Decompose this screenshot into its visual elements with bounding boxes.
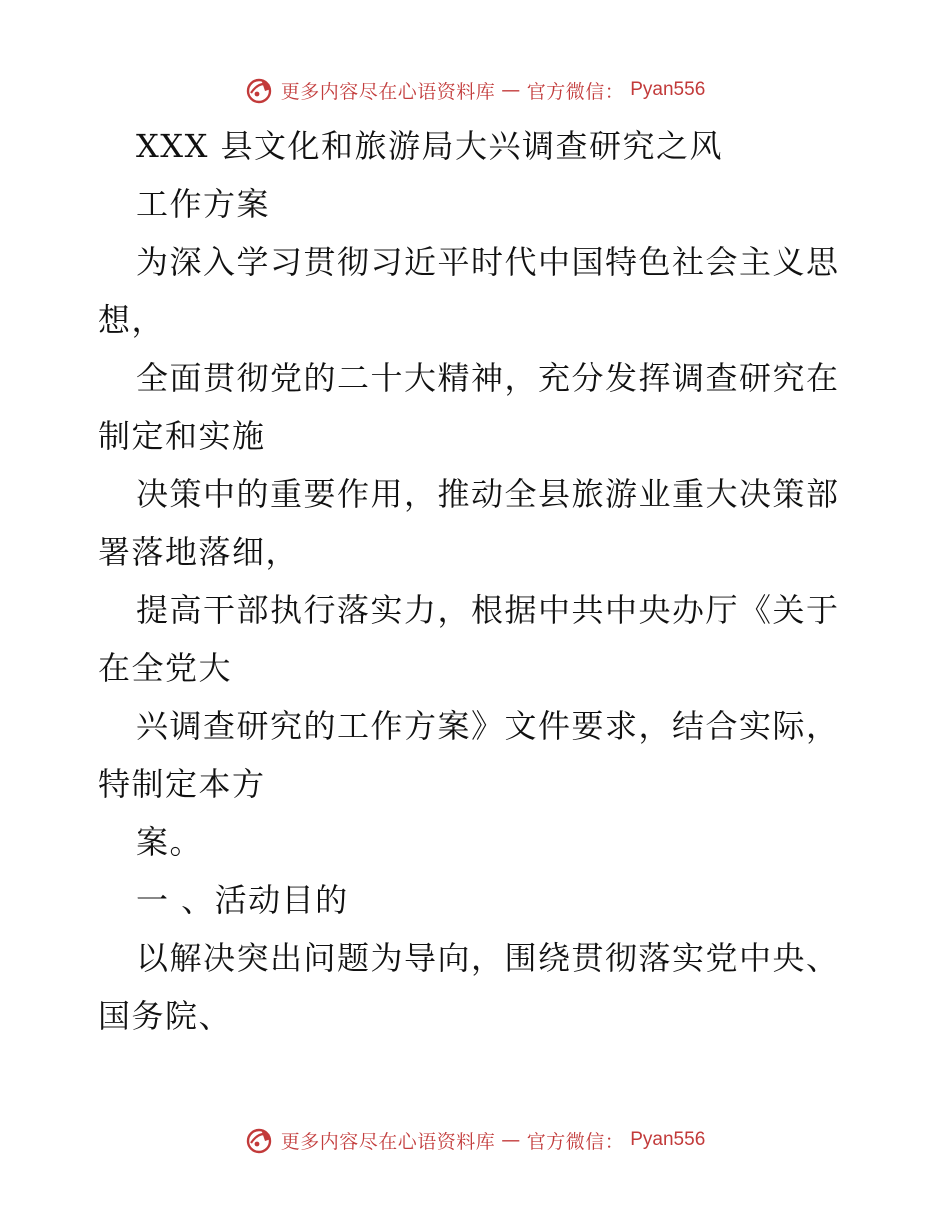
banner-wechat-id: Pyan556: [630, 79, 706, 100]
paragraph-line: 决策中的重要作用，推动全县旅游业重大决策部: [136, 475, 840, 513]
document-subtitle: 工作方案: [136, 185, 271, 223]
footer-banner: [0, 1120, 950, 1160]
logo-icon: [245, 1125, 275, 1155]
document-title: XXX 县文化和旅游局大兴调查研究之风: [136, 127, 724, 165]
banner-dash: —: [501, 79, 521, 101]
paragraph-line: 以解决突出问题为导向，围绕贯彻落实党中央、: [136, 939, 840, 977]
paragraph-line: 为深入学习贯彻习近平时代中国特色社会主义思: [136, 243, 840, 281]
footer-banner-inner: [245, 1125, 706, 1155]
logo-icon: [245, 75, 275, 105]
paragraph-line: 国务院、: [98, 997, 233, 1035]
paragraph-line: 特制定本方: [98, 765, 266, 803]
banner-wechat-id: Pyan556: [630, 1129, 706, 1150]
section-heading: 一 、活动目的: [136, 881, 349, 919]
paragraph-line: 想，: [98, 301, 166, 339]
header-banner-inner: [245, 75, 706, 105]
paragraph-line: 全面贯彻党的二十大精神，充分发挥调查研究在: [136, 359, 840, 397]
paragraph-line: 署落地落细，: [98, 533, 300, 571]
banner-label: 官方微信：: [526, 80, 625, 103]
banner-dash: —: [501, 1129, 521, 1151]
paragraph-line: 制定和实施: [98, 417, 266, 455]
banner-slogan: 更多内容尽在心语资料库: [280, 1130, 496, 1153]
paragraph-line: 兴调查研究的工作方案》文件要求，结合实际，: [136, 707, 840, 745]
banner-slogan: 更多内容尽在心语资料库: [280, 80, 496, 103]
paragraph-line: 案。: [136, 823, 204, 861]
banner-label: 官方微信：: [526, 1130, 625, 1153]
header-banner: [0, 70, 950, 110]
paragraph-line: 提高干部执行落实力，根据中共中央办厅《关于: [136, 591, 840, 629]
paragraph-line: 在全党大: [98, 649, 233, 687]
